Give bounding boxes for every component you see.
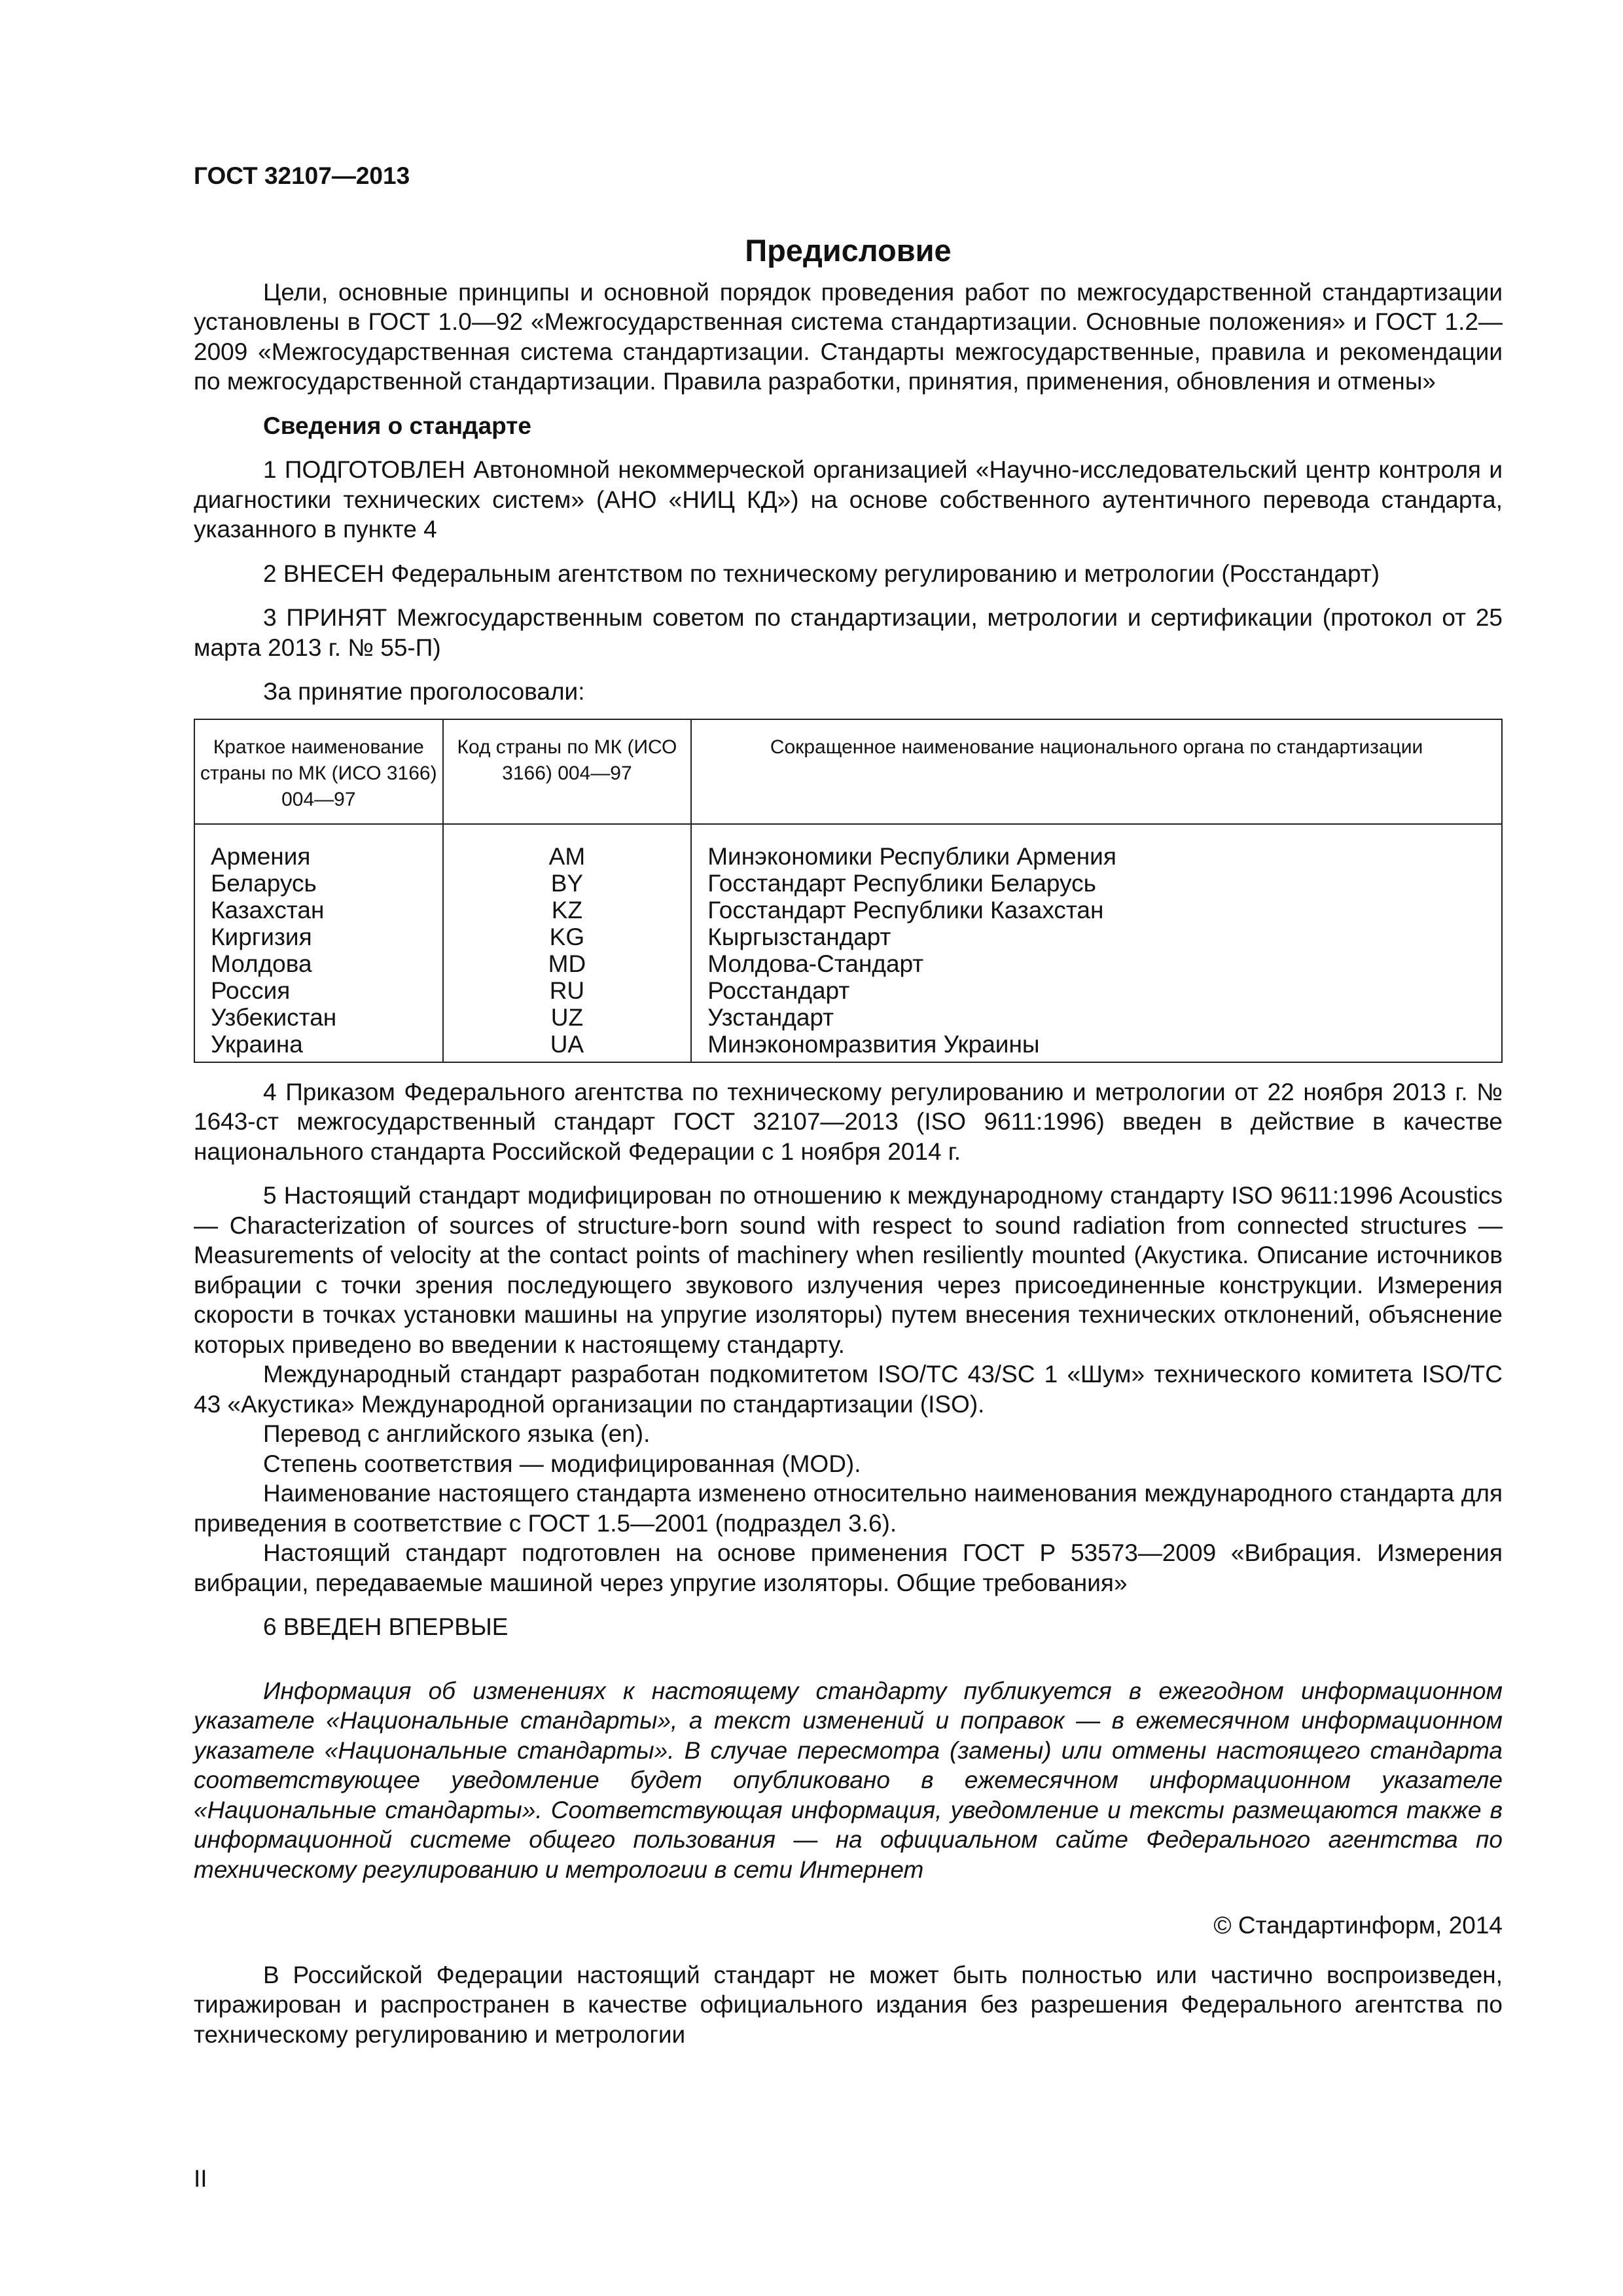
item-2-paragraph: 2 ВНЕСЕН Федеральным агентством по техническому регулированию и метрологии (Росстандарт) <box>263 560 1380 587</box>
item-1-paragraph: 1 ПОДГОТОВЛЕН Автономной некоммерческой организацией «Научно-исследовательский центр контроля и диагностики технических систем» (АНО «НИЦ КД») на основе собственного аутентичного перевода стандарта, указанного в пункте 4 <box>194 456 1503 543</box>
body-cell: Минэкономразвития Украины <box>691 1031 1502 1062</box>
page-title: Предисловие <box>745 233 952 268</box>
country-cell: Беларусь <box>194 870 443 897</box>
column-header-body: Сокращенное наименование национального органа по стандартизации <box>691 719 1502 824</box>
table-header-row <box>194 719 1502 824</box>
item-5-title-change: Наименование настоящего стандарта изменено относительно наименования международного стандарта для приведения в соответствие с ГОСТ 1.5—2001 (подраздел 3.6). <box>194 1480 1503 1537</box>
table-row <box>194 1031 1502 1062</box>
changes-notice: Информация об изменениях к настоящему стандарту публикуется в ежегодном информационном указателе «Национальные стандарты», а текст изменений и поправок — в ежемесячном информационном указателе «Национальные стандарты». В случае пересмотра (замены) или отмены настоящего стандарта соответствующее уведомление будет опубликовано в ежемесячном информационном указателе «Национальные стандарты». Соответствующая информация, уведомление и тексты размещаются также в информационной системе общего пользования — на официальном сайте Федерального агентства по техническому регулированию и метрологии в сети Интернет <box>194 1677 1503 1883</box>
body-cell: Госстандарт Республики Беларусь <box>691 870 1502 897</box>
copyright-line: © Стандартинформ, 2014 <box>1213 1912 1503 1939</box>
country-cell: Молдова <box>194 950 443 977</box>
voting-countries-table <box>194 719 1503 1063</box>
code-cell: BY <box>443 870 692 897</box>
body-cell: Минэкономики Республики Армения <box>691 824 1502 870</box>
country-cell: Киргизия <box>194 924 443 950</box>
table-row <box>194 924 1502 950</box>
table-row <box>194 977 1502 1004</box>
body-cell: Госстандарт Республики Казахстан <box>691 897 1502 924</box>
body-cell: Кыргызстандарт <box>691 924 1502 950</box>
column-header-code: Код страны по МК (ИСО 3166) 004—97 <box>443 719 692 824</box>
table-row <box>194 824 1502 870</box>
table-row <box>194 870 1502 897</box>
item-6-paragraph: 6 ВВЕДЕН ВПЕРВЫЕ <box>263 1613 508 1640</box>
table-row <box>194 897 1502 924</box>
item-4-paragraph: 4 Приказом Федерального агентства по техническому регулированию и метрологии от 22 ноября 2013 г. № 1643-ст межгосударственный стандарт ГОСТ 32107—2013 (ISO 9611:1996) введен в действие в качестве национального стандарта Российской Федерации с 1 ноября 2014 г. <box>194 1078 1503 1165</box>
reproduction-rights: В Российской Федерации настоящий стандарт не может быть полностью или частично воспроизведен, тиражирован и распространен в качестве официального издания без разрешения Федерального агентства по техническому регулированию и метрологии <box>194 1961 1503 2048</box>
item-5-translation: Перевод с английского языка (en). <box>263 1420 651 1447</box>
code-cell: UZ <box>443 1004 692 1031</box>
table-row <box>194 950 1502 977</box>
page-number: II <box>194 2165 207 2192</box>
body-cell: Росстандарт <box>691 977 1502 1004</box>
intro-paragraph: Цели, основные принципы и основной порядок проведения работ по межгосударственной стандартизации установлены в ГОСТ 1.0—92 «Межгосударственная система стандартизации. Основные положения» и ГОСТ 1.2—2009 «Межгосударственная система стандартизации. Стандарты межгосударственные, правила и рекомендации по межгосударственной стандартизации. Правила разработки, принятия, применения, обновления и отмены» <box>194 278 1503 395</box>
voted-label: За принятие проголосовали: <box>263 678 585 705</box>
table-row <box>194 1004 1502 1031</box>
item-5-paragraph: 5 Настоящий стандарт модифицирован по отношению к международному стандарту ISO 9611:1996 Acoustics — Characterization of sources of structure-born sound with respect to sound radiation from connected structures — Measurements of velocity at the contact points of machinery when resiliently mounted (Акустика. Описание источников вибрации с точки зрения последующего звукового излучения через присоединенные конструкции. Измерения скорости в точках установки машины на упругие изоляторы) путем внесения технических отклонений, объяснение которых приведено во введении к настоящему стандарту. <box>194 1182 1503 1358</box>
code-cell: MD <box>443 950 692 977</box>
standard-number-header: ГОСТ 32107—2013 <box>194 162 410 189</box>
country-cell: Казахстан <box>194 897 443 924</box>
item-5-conformity: Степень соответствия — модифицированная (MOD). <box>263 1450 861 1477</box>
code-cell: KZ <box>443 897 692 924</box>
item-5-committee: Международный стандарт разработан подкомитетом ISO/TC 43/SC 1 «Шум» технического комитета ISO/TC 43 «Акустика» Международной организации по стандартизации (ISO). <box>194 1361 1503 1418</box>
body-cell: Узстандарт <box>691 1004 1502 1031</box>
code-cell: RU <box>443 977 692 1004</box>
body-cell: Молдова-Стандарт <box>691 950 1502 977</box>
foreword-content <box>194 233 1503 2049</box>
country-cell: Узбекистан <box>194 1004 443 1031</box>
code-cell: KG <box>443 924 692 950</box>
country-cell: Армения <box>194 824 443 870</box>
column-header-country: Краткое наименование страны по МК (ИСО 3166) 004—97 <box>194 719 443 824</box>
item-5-basis: Настоящий стандарт подготовлен на основе применения ГОСТ Р 53573—2009 «Вибрация. Измерения вибрации, передаваемые машиной через упругие изоляторы. Общие требования» <box>194 1539 1503 1596</box>
code-cell: UA <box>443 1031 692 1062</box>
country-cell: Украина <box>194 1031 443 1062</box>
country-cell: Россия <box>194 977 443 1004</box>
info-heading: Сведения о стандарте <box>263 412 531 439</box>
code-cell: AM <box>443 824 692 870</box>
item-3-paragraph: 3 ПРИНЯТ Межгосударственным советом по стандартизации, метрологии и сертификации (протокол от 25 марта 2013 г. № 55-П) <box>194 604 1503 661</box>
